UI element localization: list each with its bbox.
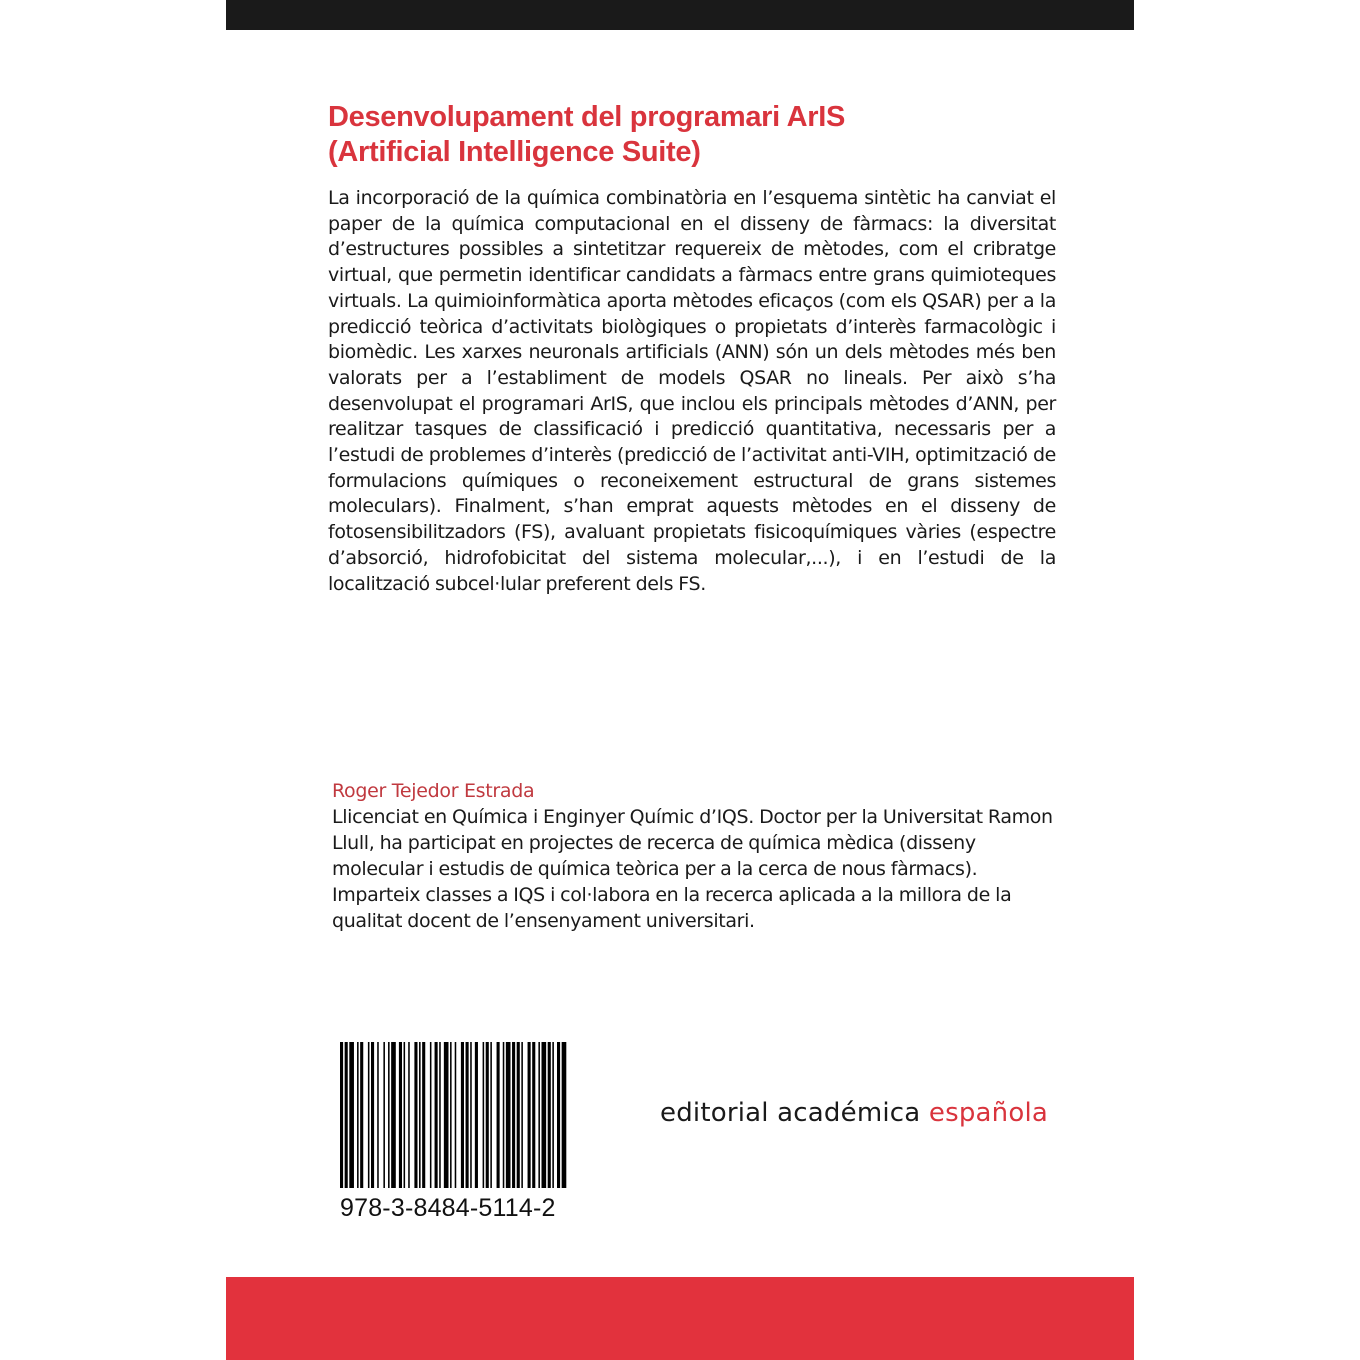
publisher-name-accent: española	[928, 1098, 1048, 1128]
author-bio: Llicenciat en Química i Enginyer Químic d’IQS. Doctor per la Universitat Ramon Llull, ha participat en projectes de recerca de química mèdica (disseny molecular i estudis de química teòrica per a la cerca de nous fàrmacs). Imparteix classes a IQS i col·labora en la recerca aplicada a la millora de la qualitat docent de l’ensenyament universitari.	[332, 806, 1053, 932]
barcode-bar	[455, 1042, 457, 1188]
barcode-bar	[345, 1042, 348, 1188]
barcode-bar	[414, 1042, 417, 1188]
publisher-name-main: editorial académica	[660, 1098, 929, 1128]
barcode-bar	[538, 1042, 540, 1188]
book-title	[328, 100, 1088, 170]
book-back-cover	[226, 0, 1134, 1360]
barcode-bar	[532, 1042, 535, 1188]
barcode-bar	[552, 1042, 554, 1188]
barcode-bar	[408, 1042, 410, 1188]
barcode-bar	[483, 1042, 485, 1188]
barcode-bar	[466, 1042, 469, 1188]
barcode-bar	[444, 1042, 449, 1188]
barcode-bar	[377, 1042, 379, 1188]
barcode-graphic	[338, 1042, 606, 1190]
barcode-bar	[360, 1042, 363, 1188]
barcode-bar	[497, 1042, 500, 1188]
barcode-bar	[475, 1042, 478, 1188]
barcode-bar	[503, 1042, 505, 1188]
barcode	[338, 1042, 606, 1190]
barcode-bar	[528, 1042, 531, 1188]
barcode-bar	[391, 1042, 396, 1188]
barcode-bar	[562, 1042, 567, 1188]
barcode-bar	[506, 1042, 511, 1188]
top-bar	[226, 0, 1134, 30]
barcode-bar	[368, 1042, 370, 1188]
bottom-bar	[226, 1277, 1134, 1360]
barcode-bar	[340, 1042, 343, 1188]
barcode-bar	[349, 1042, 354, 1188]
barcode-bar	[435, 1042, 438, 1188]
barcode-bar	[486, 1042, 489, 1188]
barcode-bar	[357, 1042, 359, 1188]
barcode-bar	[430, 1042, 432, 1188]
author-name: Roger Tejedor Estrada	[332, 780, 535, 802]
barcode-bar	[557, 1042, 560, 1188]
book-title-line-2: (Artificial Intelligence Suite)	[328, 136, 701, 168]
barcode-bar	[450, 1042, 452, 1188]
barcode-bar	[399, 1042, 402, 1188]
barcode-bar	[512, 1042, 515, 1188]
barcode-bar	[542, 1042, 547, 1188]
barcode-bar	[419, 1042, 421, 1188]
barcode-bar	[439, 1042, 441, 1188]
barcode-bar	[383, 1042, 385, 1188]
barcode-bar	[470, 1042, 472, 1188]
barcode-bar	[548, 1042, 551, 1188]
barcode-bar	[521, 1042, 523, 1188]
book-title-line-1: Desenvolupament del programari ArIS	[328, 101, 846, 133]
isbn-number: 978-3-8484-5114-2	[340, 1194, 556, 1222]
barcode-bar	[404, 1042, 406, 1188]
abstract-text: La incorporació de la química combinatòria en l’esquema sintètic ha canviat el paper de la química computacional en el disseny de fàrmacs: la diversitat d’estructures possibles a sintetitzar requereix de mètodes, com el cribratge virtual, que permetin identificar candidats a fàrmacs entre grans quimioteques virtuals. La quimioinformàtica aporta mètodes eficaços (com els QSAR) per a la predicció teòrica d’activitats biològiques o propietats d’interès farmacològic i biomèdic. Les xarxes neuronals artificials (ANN) són un dels mètodes més ben valorats per a l’establiment de models QSAR no lineals. Per això s’ha desenvolupat el programari ArIS, que inclou els principals mètodes d’ANN, per realitzar tasques de classificació i predicció quantitativa, necessaris per a l’estudi de problemes d’interès (predicció de l’activitat anti-VIH, optimització de formulacions químiques o reconeixement estructural de grans sistemes moleculars). Finalment, s’han emprat aquests mètodes en el disseny de fotosensibilitzadors (FS), avaluant propietats fisicoquímiques vàries (espectre d’absorció, hidrofobicitat del sistema molecular,...), i en l’estudi de la localització subcel·lular preferent dels FS.	[328, 187, 1056, 595]
barcode-bar	[517, 1042, 520, 1188]
publisher-logo	[660, 1096, 1048, 1130]
barcode-bar	[490, 1042, 492, 1188]
barcode-bar	[461, 1042, 464, 1188]
barcode-bar	[371, 1042, 374, 1188]
barcode-bar	[422, 1042, 425, 1188]
barcode-bar	[388, 1042, 390, 1188]
